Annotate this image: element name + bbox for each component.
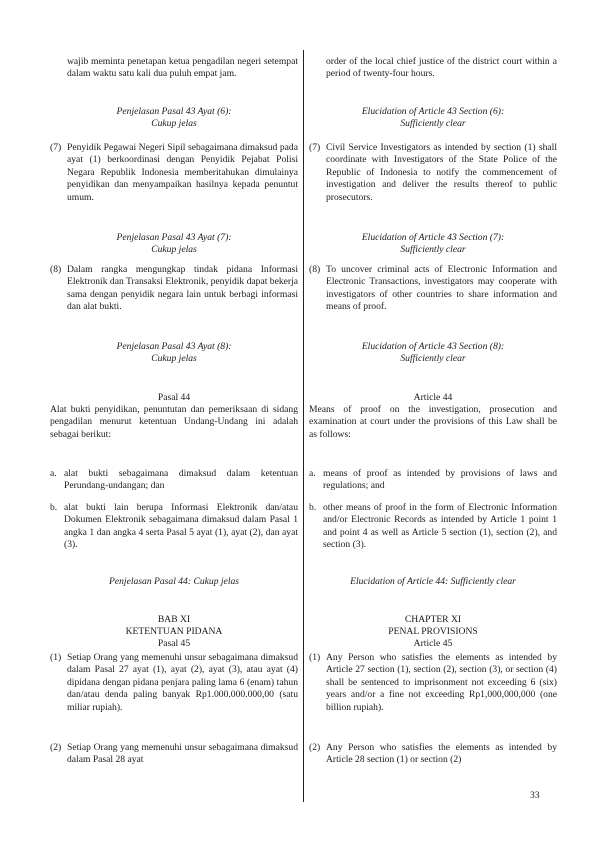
article-45-title: Article 45 bbox=[413, 638, 453, 649]
pasal-45-2-number: (2) bbox=[50, 742, 62, 753]
article-44-title: Article 44 bbox=[413, 392, 453, 403]
point-b-item-en bbox=[309, 502, 557, 552]
article-44-intro: Means of proof on the investigation, prosecution and examination at court under the provisions of this Law shall be as follows: bbox=[309, 404, 557, 440]
section-7-text-en: Civil Service Investigators as intended by section (1) shall coordinate with Investigators of the State Police of the Republic of Indonesia to notify the commencement of investigation and deliver the results thereof to public prosecutors. bbox=[326, 142, 557, 203]
section-7-number-en: (7) bbox=[309, 142, 321, 153]
section-8-text: Dalam rangka mengungkap tindak pidana Informasi Elektronik dan Transaksi Elektronik, penyidik dapat bekerja sama dengan penyidik negara lain untuk berbagi informasi dan alat bukti. bbox=[67, 264, 298, 313]
elucidation-43-7-text-en: Sufficiently clear bbox=[400, 244, 466, 255]
point-b-letter-en: b. bbox=[309, 502, 317, 513]
chapter-heading: BAB XI bbox=[157, 614, 191, 625]
continuation-paragraph-en: order of the local chief justice of the district court within a period of twenty-four hours. bbox=[326, 56, 557, 80]
continuation-paragraph: wajib meminta penetapan ketua pengadilan negeri setempat dalam waktu satu kali dua puluh empat jam. bbox=[67, 56, 298, 80]
point-b-letter: b. bbox=[50, 502, 58, 513]
section-7-text: Penyidik Pegawai Negeri Sipil sebagaimana dimaksud pada ayat (1) berkoordinasi dengan Penyidik Pejabat Polisi Negara Republik Indonesia memberitahukan dimulainya penyidikan dan menyampaikan hasilnya kepada penuntut umum. bbox=[67, 142, 298, 203]
point-b-text-en: other means of proof in the form of Electronic Information and/or Electronic Records as intended by Article 1 point 1 and point 4 as well as Article 5 section (1), section (2), and section (3). bbox=[323, 502, 557, 551]
elucidation-43-6-heading: Penjelasan Pasal 43 Ayat (6): bbox=[116, 106, 232, 117]
point-a-letter-en: a. bbox=[309, 468, 316, 479]
pasal-45-section-1 bbox=[50, 652, 298, 714]
elucidation-43-8-text-en: Sufficiently clear bbox=[400, 353, 466, 364]
point-b-text: alat bukti lain berupa Informasi Elektronik dan/atau Dokumen Elektronik sebagaimana dimaksud dalam Pasal 1 angka 1 dan angka 4 serta Pasal 5 ayat (1), ayat (2), dan ayat (3). bbox=[64, 502, 298, 551]
article-45-section-1 bbox=[309, 652, 557, 714]
point-b-item bbox=[50, 502, 298, 552]
point-a-text: alat bukti sebagaimana dimaksud dalam ketentuan Perundang-undangan; dan bbox=[64, 468, 298, 492]
pasal-45-1-text: Setiap Orang yang memenuhi unsur sebagaimana dimaksud dalam Pasal 27 ayat (1), ayat (2), ayat (3), atau ayat (4) dipidana dengan pidana penjara paling lama 6 (enam) tahun dan/atau denda paling banyak Rp1.000.000.000,00 (satu miliar rupiah). bbox=[67, 652, 298, 713]
section-8-number: (8) bbox=[50, 264, 62, 275]
elucidation-44-en: Elucidation of Article 44: Sufficiently clear bbox=[350, 576, 516, 587]
elucidation-43-7-heading: Penjelasan Pasal 43 Ayat (7): bbox=[116, 232, 232, 243]
pasal-44-title: Pasal 44 bbox=[157, 392, 191, 403]
elucidation-43-7-heading-en: Elucidation of Article 43 Section (7): bbox=[361, 232, 505, 243]
point-a-letter: a. bbox=[50, 468, 57, 479]
chapter-heading-en: CHAPTER XI bbox=[404, 614, 462, 625]
elucidation-43-6-heading-en: Elucidation of Article 43 Section (6): bbox=[361, 106, 505, 117]
chapter-title-en: PENAL PROVISIONS bbox=[388, 626, 478, 637]
section-8-number-en: (8) bbox=[309, 264, 321, 275]
section-8-item bbox=[50, 264, 298, 314]
elucidation-43-6-text: Cukup jelas bbox=[151, 118, 197, 129]
pasal-45-1-number: (1) bbox=[50, 652, 62, 663]
elucidation-43-8-heading: Penjelasan Pasal 43 Ayat (8): bbox=[116, 341, 232, 352]
article-45-1-number: (1) bbox=[309, 652, 321, 663]
article-45-1-text: Any Person who satisfies the elements as intended by Article 27 section (1), section (2), section (3), or section (4) shall be sentenced to imprisonment not exceeding 6 (six) years and/or a fine not exceeding Rp1,000,000,000 (one billion rupiah). bbox=[326, 652, 557, 713]
chapter-title: KETENTUAN PIDANA bbox=[125, 626, 223, 637]
article-45-section-2 bbox=[309, 742, 557, 767]
elucidation-44: Penjelasan Pasal 44: Cukup jelas bbox=[108, 576, 240, 587]
elucidation-43-8-text: Cukup jelas bbox=[151, 353, 197, 364]
elucidation-43-6-text-en: Sufficiently clear bbox=[400, 118, 466, 129]
section-7-number: (7) bbox=[50, 142, 62, 153]
elucidation-43-8-heading-en: Elucidation of Article 43 Section (8): bbox=[361, 341, 505, 352]
article-45-2-number: (2) bbox=[309, 742, 321, 753]
elucidation-43-7-text: Cukup jelas bbox=[151, 244, 197, 255]
point-a-text-en: means of proof as intended by provisions of laws and regulations; and bbox=[323, 468, 557, 492]
point-a-item-en bbox=[309, 468, 557, 493]
point-a-item bbox=[50, 468, 298, 493]
pasal-45-title: Pasal 45 bbox=[157, 638, 191, 649]
column-divider bbox=[303, 50, 304, 802]
section-7-item-en bbox=[309, 142, 557, 204]
section-7-item bbox=[50, 142, 298, 204]
page-number: 33 bbox=[530, 790, 540, 801]
pasal-45-2-text: Setiap Orang yang memenuhi unsur sebagaimana dimaksud dalam Pasal 28 ayat bbox=[67, 742, 298, 766]
article-45-2-text: Any Person who satisfies the elements as intended by Article 28 section (1) or section (2) bbox=[326, 742, 557, 766]
section-8-item-en bbox=[309, 264, 557, 314]
pasal-44-intro: Alat bukti penyidikan, penuntutan dan pemeriksaan di sidang pengadilan menurut ketentuan Undang-Undang ini adalah sebagai berikut: bbox=[50, 404, 298, 440]
pasal-45-section-2 bbox=[50, 742, 298, 767]
section-8-text-en: To uncover criminal acts of Electronic Information and Electronic Transactions, investigators may cooperate with investigators of other countries to share information and means of proof. bbox=[326, 264, 557, 313]
